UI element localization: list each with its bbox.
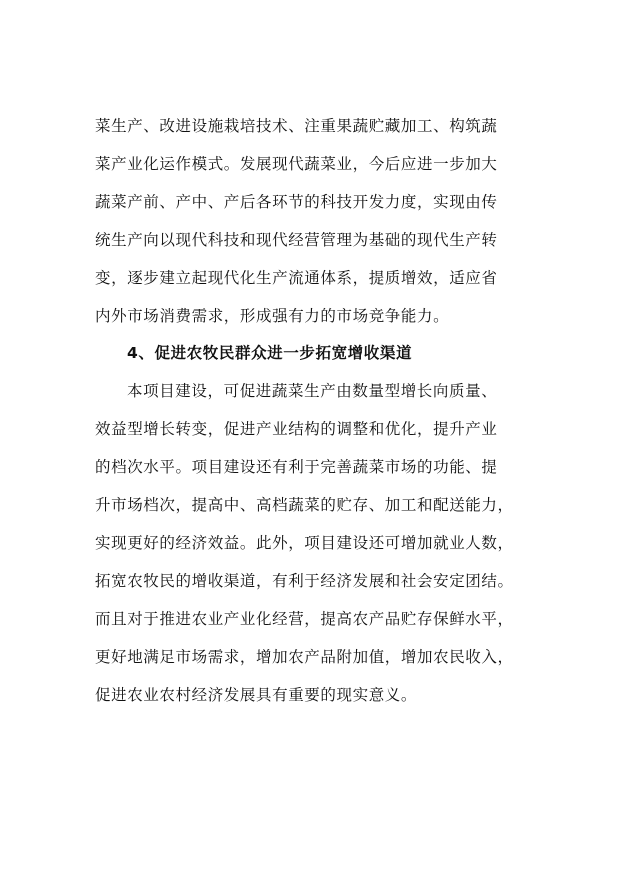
section-heading: 4、促进农牧民群众进一步拓宽增收渠道 — [127, 344, 413, 362]
paragraph-2-line-2: 效益型增长转变，促进产业结构的调整和优化，提升产业 — [95, 420, 498, 438]
paragraph-1-line-4: 统生产向以现代科技和现代经营管理为基础的现代生产转 — [95, 231, 498, 249]
paragraph-2-line-7: 而且对于推进农业产业化经营，提高农产品贮存保鲜水平， — [95, 610, 514, 628]
paragraph-1-line-3: 蔬菜产前、产中、产后各环节的科技开发力度，实现由传 — [95, 193, 498, 211]
paragraph-1-line-6: 内外市场消费需求，形成强有力的市场竞争能力。 — [95, 307, 450, 325]
paragraph-2-line-6: 拓宽农牧民的增收渠道，有利于经济发展和社会安定团结。 — [95, 572, 514, 590]
paragraph-2-line-3: 的档次水平。项目建设还有利于完善蔬菜市场的功能、提 — [95, 458, 498, 476]
paragraph-1-line-1: 菜生产、改进设施栽培技术、注重果蔬贮藏加工、构筑蔬 — [95, 117, 498, 135]
paragraph-1-line-2: 菜产业化运作模式。发展现代蔬菜业，今后应进一步加大 — [95, 155, 498, 173]
paragraph-2-line-1: 本项目建设，可促进蔬菜生产由数量型增长向质量、 — [127, 382, 498, 400]
paragraph-2-line-5: 实现更好的经济效益。此外，项目建设还可增加就业人数， — [95, 534, 514, 552]
paragraph-1-line-5: 变，逐步建立起现代化生产流通体系，提质增效，适应省 — [95, 269, 498, 287]
paragraph-2-line-9: 促进农业农村经济发展具有重要的现实意义。 — [95, 686, 418, 704]
paragraph-2-line-4: 升市场档次，提高中、高档蔬菜的贮存、加工和配送能力， — [95, 496, 514, 514]
paragraph-2-line-8: 更好地满足市场需求，增加农产品附加值，增加农民收入， — [95, 648, 514, 666]
